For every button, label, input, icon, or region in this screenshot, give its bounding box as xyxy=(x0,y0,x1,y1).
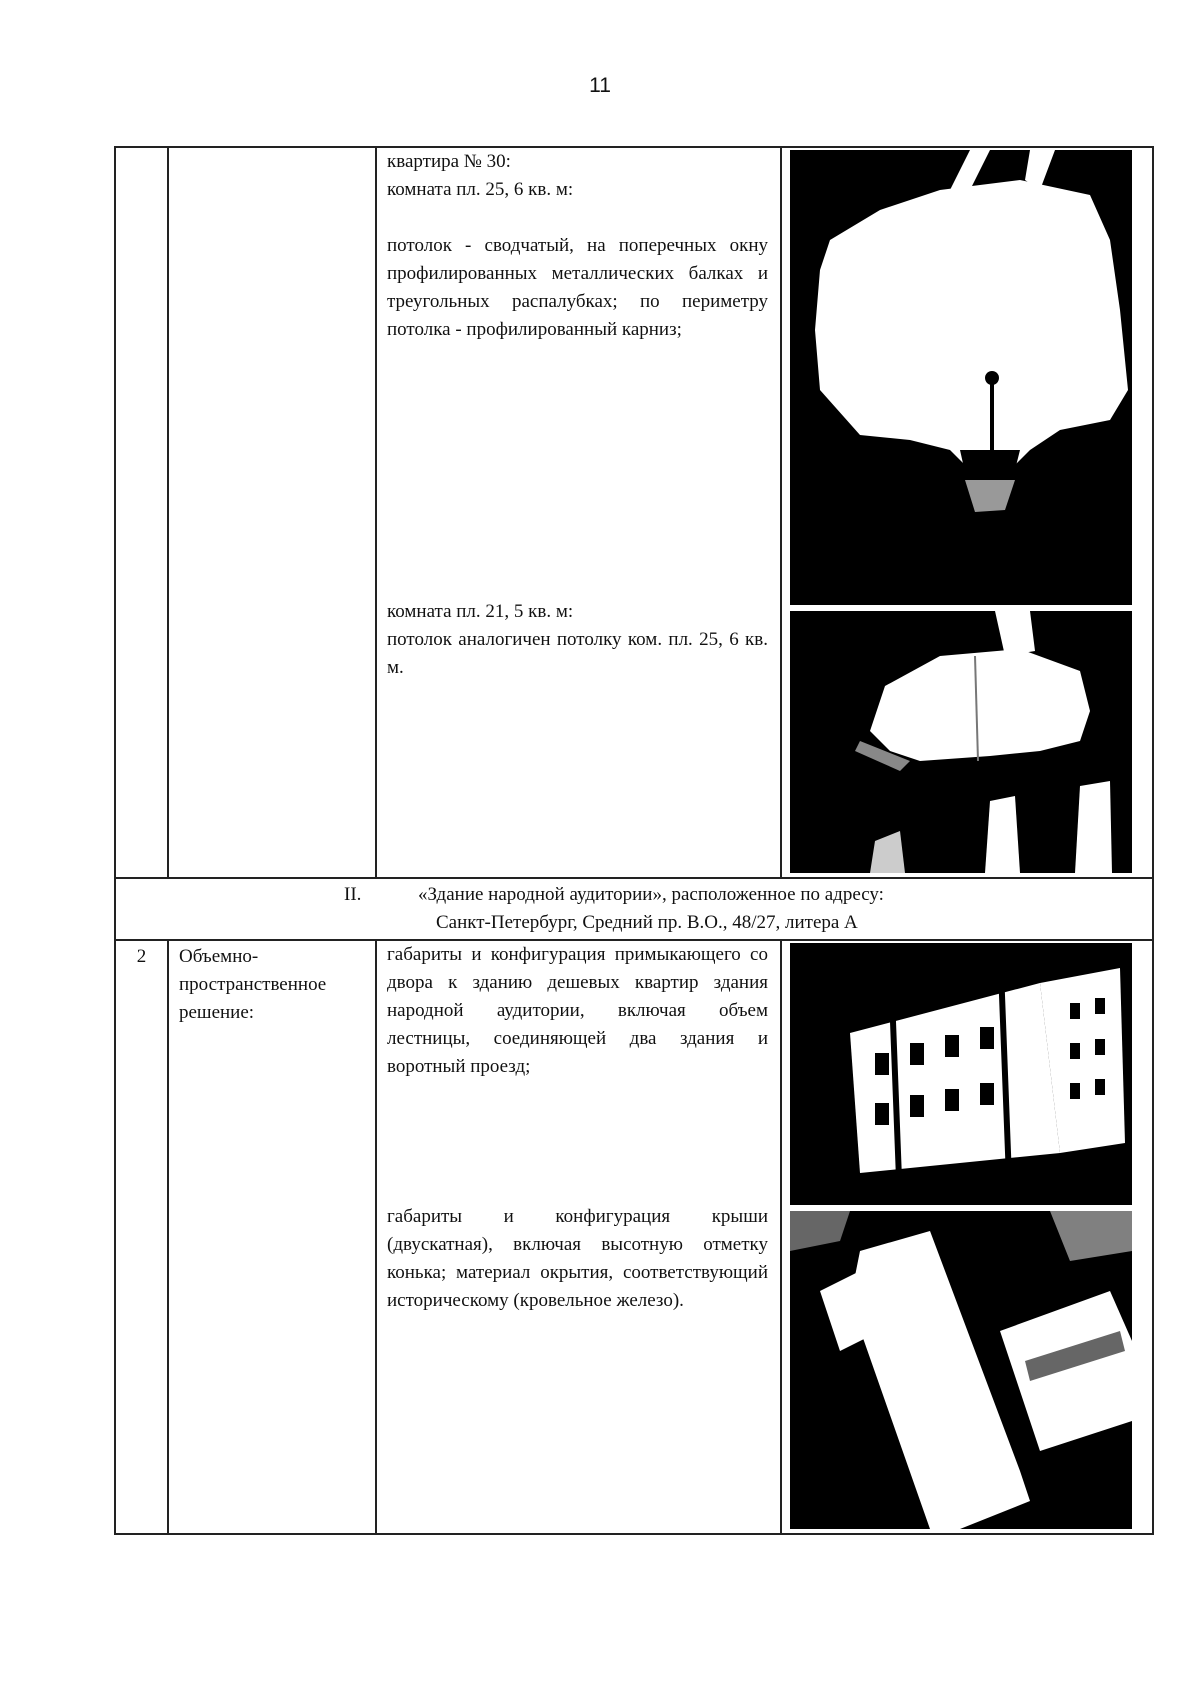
description-cell xyxy=(376,147,781,878)
room2-title: комната пл. 21, 5 кв. м: xyxy=(387,601,574,622)
section-row xyxy=(115,878,1153,940)
ceiling-photo-2 xyxy=(790,611,1132,873)
apartment-title: квартира № 30: xyxy=(387,151,511,172)
section-header-cell xyxy=(115,878,1153,940)
room1-description: потолок - сводчатый, на поперечных окну профилированных металлических балках и треугольных распалубках; по периметру потолка - профилированный карниз; xyxy=(387,235,768,340)
page-number: 11 xyxy=(589,74,611,97)
item2-description-2: габариты и конфигурация крыши (двускатная), включая высотную отметку конька; материал окрытия, соответствующий историческому (кровельное железо). xyxy=(387,1206,768,1311)
ceiling-photo-1 xyxy=(790,150,1132,605)
number-cell-empty xyxy=(115,147,168,878)
name-cell-empty xyxy=(168,147,376,878)
item2-description-1: габариты и конфигурация примыкающего со двора к зданию дешевых квартир здания народной аудитории, включая объем лестницы, соединяющей два здания и воротный проезд; xyxy=(387,944,768,1077)
item-name: Объемно-пространственное решение: xyxy=(168,940,376,1534)
courtyard-building-photo xyxy=(790,943,1132,1205)
room2-description: потолок аналогичен потолку ком. пл. 25, 6 кв. м. xyxy=(387,629,768,678)
description-cell xyxy=(376,940,781,1534)
row-number: 2 xyxy=(115,940,168,1534)
section-title-line2: Санкт-Петербург, Средний пр. В.О., 48/27, литера А xyxy=(436,912,858,933)
photo-cell xyxy=(781,940,1153,1534)
table-row xyxy=(115,147,1153,878)
protection-items-table xyxy=(114,146,1154,1535)
section-title-line1: «Здание народной аудитории», расположенное по адресу: xyxy=(418,884,884,905)
photo-cell xyxy=(781,147,1153,878)
section-number: II. xyxy=(344,884,362,905)
room1-title: комната пл. 25, 6 кв. м: xyxy=(387,179,574,200)
table-row xyxy=(115,940,1153,1534)
aerial-roof-photo xyxy=(790,1211,1132,1529)
